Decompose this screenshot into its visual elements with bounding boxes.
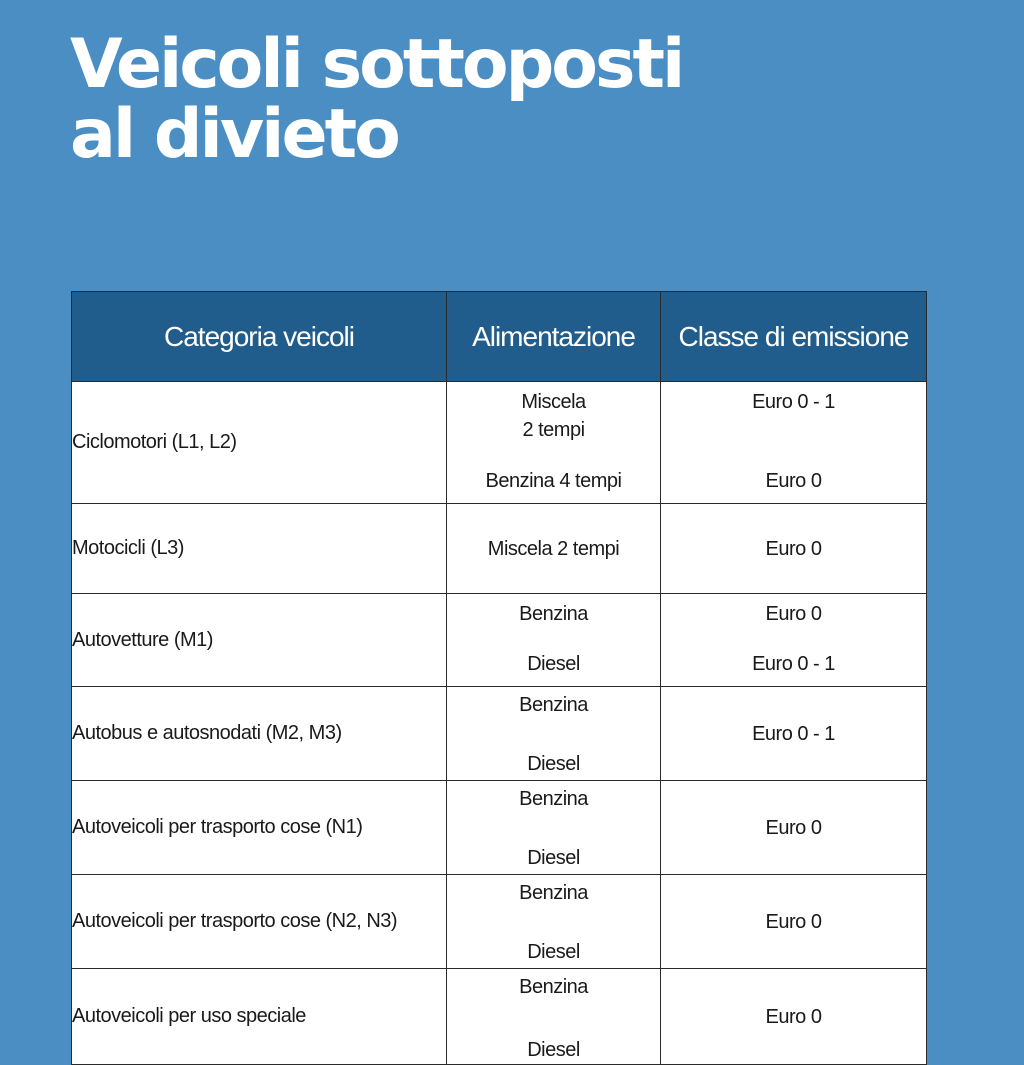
fuel-cell [447,969,661,1065]
emission-cell [661,875,927,969]
fuel-value: Benzina 4 tempi [485,470,622,492]
emission-value: Euro 0 [765,603,822,625]
fuel-value: Benzina [519,694,588,716]
column-header-fuel: Alimentazione [447,292,661,382]
fuel-value: Miscela 2 tempi [487,537,620,560]
table-row [72,969,927,1065]
page-title-line-1: Veicoli sottoposti [70,25,683,104]
column-header-category: Categoria veicoli [72,292,447,382]
table-row [72,687,927,781]
fuel-value: Benzina [519,976,588,998]
page-title-line-2: al divieto [70,95,398,174]
category-cell: Autovetture (M1) [72,594,447,687]
table-row [72,781,927,875]
emission-cell [661,594,927,687]
emission-cell [661,969,927,1065]
category-cell: Autoveicoli per trasporto cose (N2, N3) [72,875,447,969]
emission-cell [661,504,927,594]
emission-cell [661,382,927,504]
emission-value: Euro 0 - 1 [752,391,835,413]
category-cell: Autoveicoli per uso speciale [72,969,447,1065]
column-header-emission: Classe di emissione [661,292,927,382]
fuel-cell [447,382,661,504]
fuel-value: Benzina [519,603,588,625]
emission-value: Euro 0 [765,537,822,560]
table-row [72,382,927,504]
emission-value: Euro 0 [765,910,822,933]
category-cell: Autoveicoli per trasporto cose (N1) [72,781,447,875]
emission-cell [661,687,927,781]
fuel-value: Diesel [527,653,580,675]
page-title [70,25,683,174]
emission-value: Euro 0 [765,470,822,492]
table-header-row [72,292,927,382]
vehicle-ban-table [71,291,927,1065]
fuel-cell [447,687,661,781]
table-row [72,504,927,594]
emission-value: Euro 0 - 1 [752,722,835,745]
category-cell: Ciclomotori (L1, L2) [72,382,447,504]
fuel-value: Benzina [519,882,588,904]
fuel-value: Benzina [519,788,588,810]
table-row [72,594,927,687]
fuel-cell [447,781,661,875]
emission-cell [661,781,927,875]
fuel-cell [447,594,661,687]
fuel-value: Diesel [527,847,580,869]
fuel-value: Diesel [527,941,580,963]
fuel-cell [447,875,661,969]
category-cell: Motocicli (L3) [72,504,447,594]
category-cell: Autobus e autosnodati (M2, M3) [72,687,447,781]
fuel-value: 2 tempi [522,419,585,441]
emission-value: Euro 0 [765,816,822,839]
emission-value: Euro 0 [765,1005,822,1028]
emission-value: Euro 0 - 1 [752,653,835,675]
fuel-cell [447,504,661,594]
fuel-value: Diesel [527,1039,580,1061]
fuel-value: Miscela [521,391,586,413]
fuel-value: Diesel [527,753,580,775]
table-row [72,875,927,969]
